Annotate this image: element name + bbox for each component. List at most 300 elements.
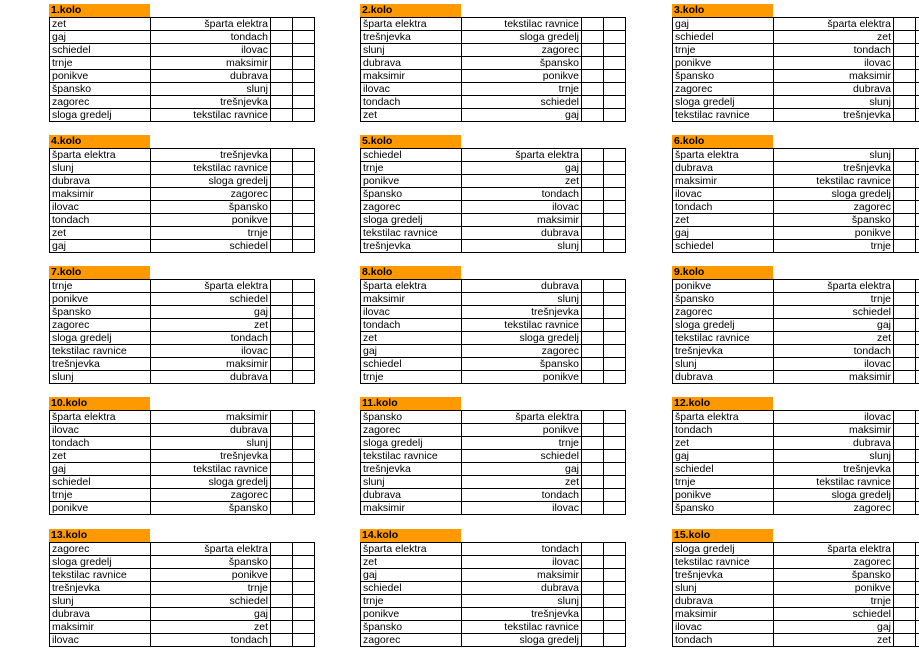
home-score-cell[interactable] — [271, 293, 293, 306]
away-team[interactable]: dubrava — [774, 83, 894, 96]
home-team[interactable]: maksimir — [673, 608, 774, 621]
home-team[interactable]: trešnjevka — [361, 31, 462, 44]
away-score-cell[interactable] — [916, 227, 919, 240]
away-team[interactable]: slunj — [774, 149, 894, 162]
home-score-cell[interactable] — [894, 424, 916, 437]
home-score-cell[interactable] — [582, 306, 604, 319]
away-team[interactable]: tondach — [774, 44, 894, 57]
away-score-cell[interactable] — [916, 556, 919, 569]
home-score-cell[interactable] — [582, 70, 604, 83]
away-score-cell[interactable] — [604, 227, 626, 240]
away-team[interactable]: trešnjevka — [462, 608, 582, 621]
away-score-cell[interactable] — [293, 70, 315, 83]
away-team[interactable]: šparta elektra — [774, 280, 894, 293]
home-team[interactable]: tekstilac ravnice — [50, 569, 151, 582]
away-team[interactable]: zet — [774, 332, 894, 345]
home-score-cell[interactable] — [582, 476, 604, 489]
home-score-cell[interactable] — [582, 18, 604, 31]
away-team[interactable]: dubrava — [151, 70, 271, 83]
away-score-cell[interactable] — [604, 70, 626, 83]
away-score-cell[interactable] — [293, 319, 315, 332]
away-score-cell[interactable] — [604, 214, 626, 227]
away-team[interactable]: šparta elektra — [462, 411, 582, 424]
home-team[interactable]: tekstilac ravnice — [673, 332, 774, 345]
home-score-cell[interactable] — [894, 319, 916, 332]
home-team[interactable]: zet — [361, 109, 462, 122]
home-score-cell[interactable] — [894, 371, 916, 384]
away-team[interactable]: tondach — [774, 345, 894, 358]
home-team[interactable]: ilovac — [673, 188, 774, 201]
away-team[interactable]: schiedel — [774, 306, 894, 319]
home-team[interactable]: zagorec — [673, 306, 774, 319]
home-team[interactable]: tekstilac ravnice — [673, 109, 774, 122]
home-team[interactable]: maksimir — [361, 70, 462, 83]
away-score-cell[interactable] — [293, 371, 315, 384]
home-score-cell[interactable] — [271, 149, 293, 162]
away-score-cell[interactable] — [916, 450, 919, 463]
away-score-cell[interactable] — [293, 543, 315, 556]
home-team[interactable]: tekstilac ravnice — [50, 345, 151, 358]
away-team[interactable]: gaj — [462, 463, 582, 476]
home-score-cell[interactable] — [271, 621, 293, 634]
away-team[interactable]: trnje — [774, 595, 894, 608]
away-team[interactable]: sloga gredelj — [151, 476, 271, 489]
home-score-cell[interactable] — [582, 57, 604, 70]
away-team[interactable]: maksimir — [462, 214, 582, 227]
away-team[interactable]: ilovac — [462, 556, 582, 569]
away-team[interactable]: tekstilac ravnice — [151, 463, 271, 476]
home-score-cell[interactable] — [894, 437, 916, 450]
home-team[interactable]: trnje — [673, 44, 774, 57]
away-team[interactable]: ponikve — [462, 371, 582, 384]
home-team[interactable]: slunj — [361, 476, 462, 489]
home-team[interactable]: trnje — [361, 371, 462, 384]
home-team[interactable]: trešnjevka — [361, 240, 462, 253]
away-team[interactable]: ponikve — [151, 214, 271, 227]
away-team[interactable]: zagorec — [774, 201, 894, 214]
home-team[interactable]: zet — [673, 437, 774, 450]
home-score-cell[interactable] — [582, 621, 604, 634]
home-team[interactable]: ilovac — [673, 621, 774, 634]
home-score-cell[interactable] — [582, 502, 604, 515]
home-score-cell[interactable] — [271, 162, 293, 175]
home-score-cell[interactable] — [271, 476, 293, 489]
home-team[interactable]: tondach — [361, 319, 462, 332]
away-score-cell[interactable] — [604, 556, 626, 569]
away-score-cell[interactable] — [916, 70, 919, 83]
away-team[interactable]: ponikve — [462, 424, 582, 437]
away-team[interactable]: ilovac — [151, 345, 271, 358]
away-score-cell[interactable] — [293, 582, 315, 595]
away-team[interactable]: zagorec — [774, 502, 894, 515]
home-team[interactable]: trnje — [673, 476, 774, 489]
home-team[interactable]: schiedel — [673, 240, 774, 253]
home-team[interactable]: schiedel — [50, 476, 151, 489]
home-team[interactable]: šparta elektra — [361, 18, 462, 31]
home-team[interactable]: ponikve — [361, 608, 462, 621]
home-score-cell[interactable] — [271, 31, 293, 44]
away-team[interactable]: tondach — [151, 634, 271, 647]
home-team[interactable]: tondach — [50, 437, 151, 450]
away-score-cell[interactable] — [604, 162, 626, 175]
away-team[interactable]: trešnjevka — [774, 162, 894, 175]
home-score-cell[interactable] — [582, 489, 604, 502]
home-team[interactable]: sloga gredelj — [50, 109, 151, 122]
away-score-cell[interactable] — [604, 96, 626, 109]
home-score-cell[interactable] — [894, 201, 916, 214]
away-team[interactable]: sloga gredelj — [462, 332, 582, 345]
home-score-cell[interactable] — [582, 280, 604, 293]
home-team[interactable]: sloga gredelj — [50, 556, 151, 569]
away-score-cell[interactable] — [916, 18, 919, 31]
home-score-cell[interactable] — [271, 227, 293, 240]
home-team[interactable]: slunj — [673, 358, 774, 371]
away-score-cell[interactable] — [916, 96, 919, 109]
away-team[interactable]: špansko — [151, 502, 271, 515]
home-team[interactable]: zagorec — [361, 634, 462, 647]
away-team[interactable]: ilovac — [462, 502, 582, 515]
home-score-cell[interactable] — [582, 162, 604, 175]
away-score-cell[interactable] — [293, 293, 315, 306]
away-score-cell[interactable] — [293, 280, 315, 293]
home-score-cell[interactable] — [894, 543, 916, 556]
home-score-cell[interactable] — [271, 201, 293, 214]
away-score-cell[interactable] — [293, 345, 315, 358]
home-score-cell[interactable] — [582, 293, 604, 306]
away-team[interactable]: dubrava — [151, 424, 271, 437]
home-score-cell[interactable] — [582, 463, 604, 476]
away-team[interactable]: šparta elektra — [462, 149, 582, 162]
away-team[interactable]: ponikve — [462, 70, 582, 83]
home-score-cell[interactable] — [582, 188, 604, 201]
away-score-cell[interactable] — [916, 476, 919, 489]
away-score-cell[interactable] — [916, 44, 919, 57]
home-team[interactable]: ilovac — [50, 634, 151, 647]
away-score-cell[interactable] — [293, 214, 315, 227]
home-team[interactable]: ponikve — [673, 57, 774, 70]
away-score-cell[interactable] — [916, 109, 919, 122]
away-score-cell[interactable] — [293, 57, 315, 70]
away-team[interactable]: tondach — [462, 489, 582, 502]
away-score-cell[interactable] — [916, 83, 919, 96]
home-team[interactable]: ponikve — [361, 175, 462, 188]
away-team[interactable]: zagorec — [462, 44, 582, 57]
home-team[interactable]: ilovac — [361, 83, 462, 96]
away-score-cell[interactable] — [604, 437, 626, 450]
home-team[interactable]: ponikve — [50, 502, 151, 515]
home-team[interactable]: sloga gredelj — [361, 214, 462, 227]
home-team[interactable]: špansko — [361, 411, 462, 424]
away-team[interactable]: sloga gredelj — [774, 188, 894, 201]
away-score-cell[interactable] — [604, 502, 626, 515]
away-score-cell[interactable] — [604, 18, 626, 31]
home-score-cell[interactable] — [271, 332, 293, 345]
away-score-cell[interactable] — [293, 608, 315, 621]
away-team[interactable]: špansko — [774, 569, 894, 582]
home-team[interactable]: slunj — [50, 371, 151, 384]
home-team[interactable]: tekstilac ravnice — [361, 227, 462, 240]
home-team[interactable]: tondach — [673, 424, 774, 437]
away-team[interactable]: zet — [774, 634, 894, 647]
home-team[interactable]: sloga gredelj — [50, 332, 151, 345]
home-team[interactable]: šparta elektra — [361, 543, 462, 556]
home-team[interactable]: dubrava — [673, 371, 774, 384]
home-score-cell[interactable] — [582, 332, 604, 345]
away-score-cell[interactable] — [604, 83, 626, 96]
home-team[interactable]: sloga gredelj — [673, 543, 774, 556]
away-score-cell[interactable] — [293, 621, 315, 634]
home-team[interactable]: tondach — [673, 634, 774, 647]
away-score-cell[interactable] — [604, 608, 626, 621]
away-team[interactable]: tekstilac ravnice — [774, 476, 894, 489]
away-score-cell[interactable] — [604, 634, 626, 647]
home-team[interactable]: schiedel — [361, 582, 462, 595]
home-score-cell[interactable] — [582, 214, 604, 227]
home-score-cell[interactable] — [271, 411, 293, 424]
away-team[interactable]: špansko — [151, 201, 271, 214]
home-team[interactable]: trešnjevka — [673, 569, 774, 582]
home-team[interactable]: gaj — [50, 240, 151, 253]
away-score-cell[interactable] — [604, 306, 626, 319]
away-score-cell[interactable] — [916, 57, 919, 70]
away-score-cell[interactable] — [293, 569, 315, 582]
away-team[interactable]: dubrava — [462, 280, 582, 293]
away-score-cell[interactable] — [293, 437, 315, 450]
home-team[interactable]: dubrava — [673, 595, 774, 608]
home-score-cell[interactable] — [271, 450, 293, 463]
away-score-cell[interactable] — [916, 543, 919, 556]
home-team[interactable]: trešnjevka — [673, 345, 774, 358]
home-score-cell[interactable] — [894, 96, 916, 109]
home-score-cell[interactable] — [271, 437, 293, 450]
away-team[interactable]: gaj — [151, 608, 271, 621]
away-team[interactable]: trešnjevka — [462, 306, 582, 319]
away-score-cell[interactable] — [916, 306, 919, 319]
away-score-cell[interactable] — [293, 476, 315, 489]
away-score-cell[interactable] — [293, 306, 315, 319]
away-team[interactable]: gaj — [151, 306, 271, 319]
away-score-cell[interactable] — [293, 489, 315, 502]
home-score-cell[interactable] — [271, 489, 293, 502]
away-score-cell[interactable] — [604, 57, 626, 70]
away-score-cell[interactable] — [916, 31, 919, 44]
away-score-cell[interactable] — [916, 595, 919, 608]
away-score-cell[interactable] — [604, 201, 626, 214]
away-team[interactable]: trešnjevka — [151, 450, 271, 463]
home-score-cell[interactable] — [271, 569, 293, 582]
away-team[interactable]: tekstilac ravnice — [774, 175, 894, 188]
home-team[interactable]: zet — [50, 227, 151, 240]
home-score-cell[interactable] — [894, 280, 916, 293]
away-team[interactable]: maksimir — [151, 57, 271, 70]
home-team[interactable]: dubrava — [50, 175, 151, 188]
home-score-cell[interactable] — [894, 502, 916, 515]
away-score-cell[interactable] — [293, 424, 315, 437]
away-score-cell[interactable] — [604, 582, 626, 595]
home-team[interactable]: špansko — [361, 621, 462, 634]
home-team[interactable]: maksimir — [673, 175, 774, 188]
home-score-cell[interactable] — [271, 463, 293, 476]
away-score-cell[interactable] — [604, 293, 626, 306]
home-team[interactable]: dubrava — [361, 57, 462, 70]
away-score-cell[interactable] — [604, 280, 626, 293]
away-team[interactable]: špansko — [462, 57, 582, 70]
home-score-cell[interactable] — [894, 489, 916, 502]
away-team[interactable]: špansko — [462, 358, 582, 371]
home-score-cell[interactable] — [271, 608, 293, 621]
home-score-cell[interactable] — [271, 634, 293, 647]
away-team[interactable]: šparta elektra — [774, 543, 894, 556]
away-score-cell[interactable] — [293, 149, 315, 162]
home-score-cell[interactable] — [271, 214, 293, 227]
home-team[interactable]: zet — [361, 332, 462, 345]
home-score-cell[interactable] — [582, 201, 604, 214]
away-score-cell[interactable] — [604, 371, 626, 384]
home-score-cell[interactable] — [271, 556, 293, 569]
away-score-cell[interactable] — [916, 489, 919, 502]
home-team[interactable]: dubrava — [673, 162, 774, 175]
away-score-cell[interactable] — [604, 595, 626, 608]
home-team[interactable]: maksimir — [361, 293, 462, 306]
away-team[interactable]: trnje — [462, 437, 582, 450]
home-team[interactable]: ilovac — [361, 306, 462, 319]
away-team[interactable]: tondach — [462, 188, 582, 201]
home-score-cell[interactable] — [894, 569, 916, 582]
away-team[interactable]: maksimir — [774, 424, 894, 437]
home-team[interactable]: trešnjevka — [50, 358, 151, 371]
away-score-cell[interactable] — [916, 358, 919, 371]
away-score-cell[interactable] — [604, 240, 626, 253]
home-score-cell[interactable] — [271, 306, 293, 319]
home-score-cell[interactable] — [894, 227, 916, 240]
away-score-cell[interactable] — [916, 240, 919, 253]
away-team[interactable]: schiedel — [151, 240, 271, 253]
away-team[interactable]: slunj — [151, 437, 271, 450]
away-team[interactable]: tekstilac ravnice — [462, 319, 582, 332]
home-team[interactable]: špansko — [673, 70, 774, 83]
home-team[interactable]: gaj — [361, 569, 462, 582]
home-team[interactable]: šparta elektra — [50, 411, 151, 424]
home-score-cell[interactable] — [894, 240, 916, 253]
home-team[interactable]: schiedel — [673, 463, 774, 476]
away-team[interactable]: ponikve — [151, 569, 271, 582]
away-score-cell[interactable] — [916, 332, 919, 345]
home-team[interactable]: zagorec — [673, 83, 774, 96]
home-score-cell[interactable] — [582, 582, 604, 595]
home-team[interactable]: gaj — [673, 227, 774, 240]
away-score-cell[interactable] — [916, 319, 919, 332]
home-team[interactable]: šparta elektra — [361, 280, 462, 293]
away-score-cell[interactable] — [293, 109, 315, 122]
home-team[interactable]: zagorec — [50, 319, 151, 332]
home-team[interactable]: dubrava — [50, 608, 151, 621]
home-team[interactable]: zagorec — [361, 201, 462, 214]
away-team[interactable]: schiedel — [151, 293, 271, 306]
away-team[interactable]: gaj — [774, 621, 894, 634]
home-score-cell[interactable] — [271, 582, 293, 595]
home-team[interactable]: trnje — [361, 162, 462, 175]
away-score-cell[interactable] — [916, 175, 919, 188]
away-score-cell[interactable] — [293, 463, 315, 476]
away-score-cell[interactable] — [293, 175, 315, 188]
home-score-cell[interactable] — [271, 280, 293, 293]
away-team[interactable]: dubrava — [151, 371, 271, 384]
away-team[interactable]: schiedel — [462, 450, 582, 463]
home-score-cell[interactable] — [894, 149, 916, 162]
home-score-cell[interactable] — [271, 109, 293, 122]
home-team[interactable]: slunj — [361, 44, 462, 57]
home-team[interactable]: trnje — [361, 595, 462, 608]
home-score-cell[interactable] — [894, 634, 916, 647]
away-team[interactable]: slunj — [774, 96, 894, 109]
away-team[interactable]: zet — [774, 31, 894, 44]
home-team[interactable]: schiedel — [673, 31, 774, 44]
away-score-cell[interactable] — [293, 502, 315, 515]
home-score-cell[interactable] — [894, 476, 916, 489]
away-score-cell[interactable] — [293, 201, 315, 214]
home-score-cell[interactable] — [582, 240, 604, 253]
away-score-cell[interactable] — [604, 476, 626, 489]
home-score-cell[interactable] — [271, 240, 293, 253]
away-score-cell[interactable] — [293, 634, 315, 647]
home-score-cell[interactable] — [271, 319, 293, 332]
home-score-cell[interactable] — [894, 70, 916, 83]
home-team[interactable]: ilovac — [50, 201, 151, 214]
away-team[interactable]: zet — [462, 476, 582, 489]
away-score-cell[interactable] — [604, 188, 626, 201]
away-score-cell[interactable] — [293, 332, 315, 345]
away-score-cell[interactable] — [916, 371, 919, 384]
home-score-cell[interactable] — [582, 595, 604, 608]
home-team[interactable]: slunj — [50, 595, 151, 608]
away-team[interactable]: zagorec — [151, 489, 271, 502]
home-score-cell[interactable] — [582, 31, 604, 44]
away-score-cell[interactable] — [916, 569, 919, 582]
home-team[interactable]: zet — [361, 556, 462, 569]
home-score-cell[interactable] — [894, 345, 916, 358]
away-team[interactable]: slunj — [462, 240, 582, 253]
away-score-cell[interactable] — [604, 450, 626, 463]
away-score-cell[interactable] — [293, 83, 315, 96]
home-team[interactable]: ponikve — [50, 293, 151, 306]
home-team[interactable]: schiedel — [361, 149, 462, 162]
away-team[interactable]: tekstilac ravnice — [462, 621, 582, 634]
home-score-cell[interactable] — [271, 44, 293, 57]
away-team[interactable]: sloga gredelj — [462, 634, 582, 647]
away-team[interactable]: tekstilac ravnice — [151, 109, 271, 122]
home-team[interactable]: gaj — [673, 18, 774, 31]
away-score-cell[interactable] — [916, 463, 919, 476]
away-team[interactable]: tekstilac ravnice — [151, 162, 271, 175]
home-score-cell[interactable] — [271, 175, 293, 188]
home-score-cell[interactable] — [271, 188, 293, 201]
home-team[interactable]: tekstilac ravnice — [673, 556, 774, 569]
away-score-cell[interactable] — [916, 502, 919, 515]
home-team[interactable]: sloga gredelj — [673, 319, 774, 332]
away-team[interactable]: trnje — [151, 582, 271, 595]
home-team[interactable]: schiedel — [361, 358, 462, 371]
home-team[interactable]: špansko — [361, 188, 462, 201]
away-team[interactable]: dubrava — [774, 437, 894, 450]
home-score-cell[interactable] — [582, 358, 604, 371]
away-score-cell[interactable] — [604, 175, 626, 188]
away-team[interactable]: ponikve — [774, 582, 894, 595]
home-score-cell[interactable] — [894, 411, 916, 424]
away-team[interactable]: zagorec — [462, 345, 582, 358]
away-team[interactable]: trnje — [774, 240, 894, 253]
home-score-cell[interactable] — [271, 502, 293, 515]
home-team[interactable]: gaj — [673, 450, 774, 463]
